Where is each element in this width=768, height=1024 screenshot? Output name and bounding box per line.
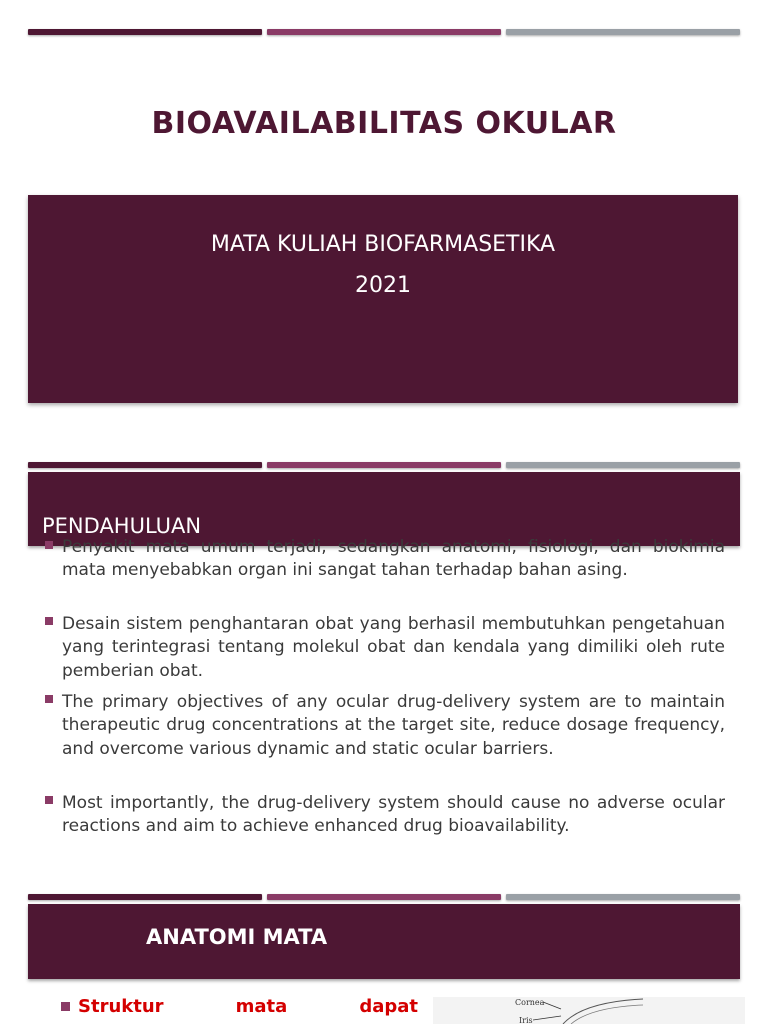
slide-title: BIOAVAILABILITAS OKULAR: [151, 106, 617, 141]
accent-bar-mauve: [267, 894, 501, 900]
accent-bar-mauve: [267, 29, 501, 35]
bullet-marker: [45, 695, 53, 703]
accent-bar-gray: [506, 894, 740, 900]
accent-bar-gray: [506, 462, 740, 468]
bullet-text: Penyakit mata umum terjadi, sedangkan anatomi, fisiologi, dan biokimia mata menyebabkan organ ini sangat tahan terhadap bahan asing.: [62, 537, 725, 581]
section-header-panel: [28, 904, 740, 979]
accent-bar-gray: [506, 29, 740, 35]
bullet-text: The primary objectives of any ocular drug-delivery system are to maintain therapeutic drug concentrations at the target site, reduce dosage frequency, and overcome various dynamic and static ocular barriers.: [62, 692, 725, 759]
section-heading: ANATOMI MATA: [146, 925, 328, 949]
bullet-marker: [45, 796, 53, 804]
bullet-marker: [45, 617, 53, 625]
accent-bar-mauve: [267, 462, 501, 468]
accent-bar-dark: [28, 894, 262, 900]
section-heading: PENDAHULUAN: [42, 514, 202, 538]
bullet-marker: [61, 1002, 70, 1011]
course-year: 2021: [355, 273, 411, 298]
word: Struktur: [78, 996, 164, 1017]
bullet-marker: [45, 541, 53, 549]
word: dapat: [359, 996, 418, 1017]
figure-label-iris: Iris: [519, 1016, 533, 1024]
bullet-text: Most importantly, the drug-delivery system should cause no adverse ocular reactions and aim to achieve enhanced drug bioavailability.: [62, 793, 725, 837]
course-name: MATA KULIAH BIOFARMASETIKA: [210, 232, 556, 257]
subtitle-panel: [28, 195, 738, 403]
bullet-text: Desain sistem penghantaran obat yang berhasil membutuhkan pengetahuan yang terintegrasi tentang molekul obat dan kendala yang dimiliki oleh rute pemberian obat.: [62, 614, 725, 681]
figure-label-cornea: Cornea: [515, 998, 545, 1007]
word: mata: [235, 996, 288, 1017]
bullet-text-red: [78, 996, 418, 1017]
accent-bar-dark: [28, 29, 262, 35]
accent-bar-dark: [28, 462, 262, 468]
eye-diagram-icon: [433, 997, 745, 1024]
eye-anatomy-figure: [433, 997, 745, 1024]
